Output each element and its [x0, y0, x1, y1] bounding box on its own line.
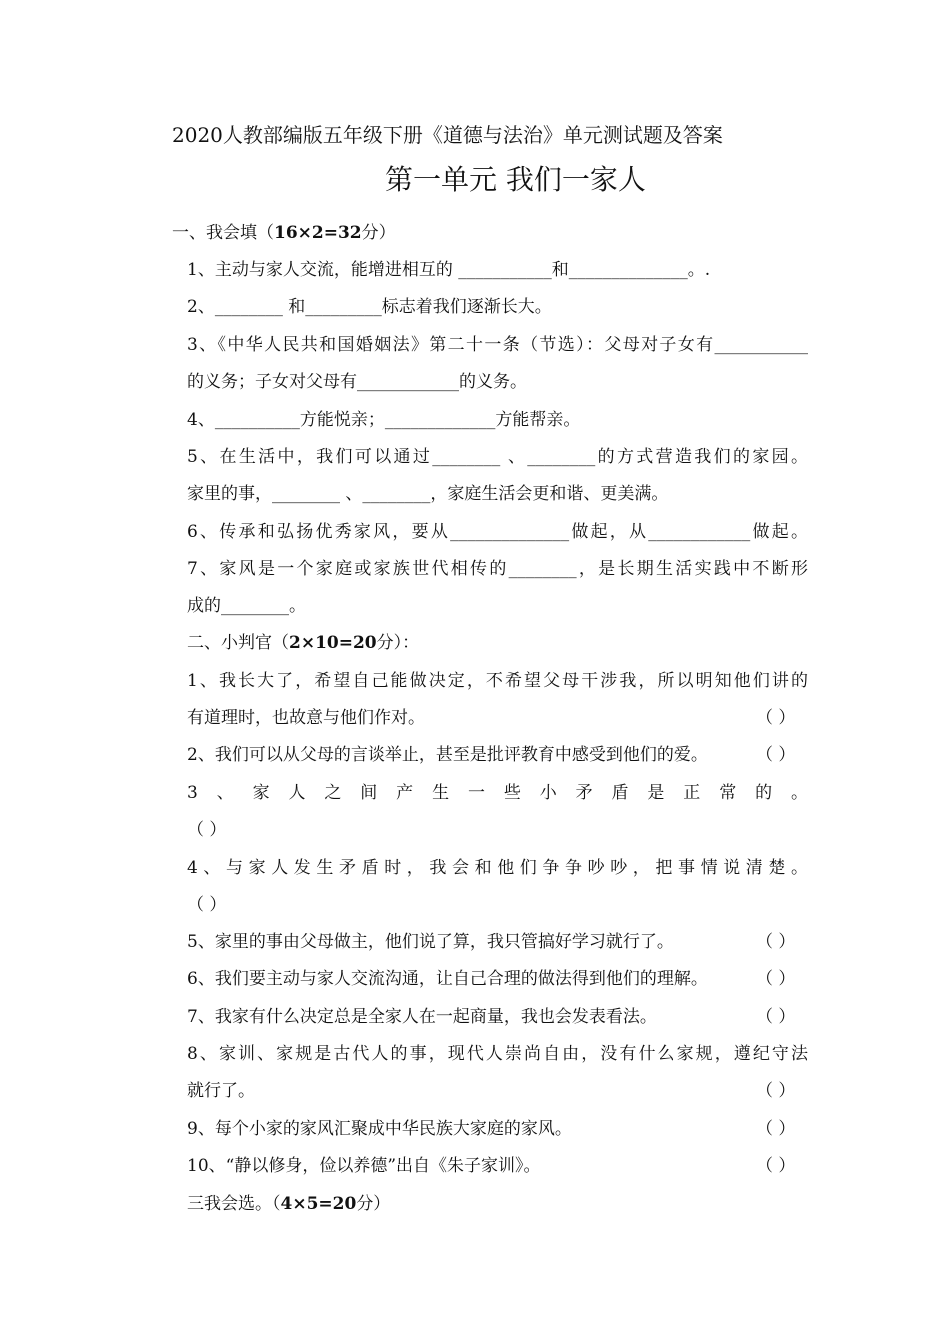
s1-q5-line1: 5、在生活中，我们可以通过________ 、________的方式营造我们的家园。 — [187, 447, 808, 467]
section2-heading — [187, 632, 419, 654]
s2-q4-answer[interactable]: （ ） — [187, 895, 227, 915]
section3-heading-pre: 三我会选。（ — [187, 1194, 281, 1214]
section2-heading-pre: 二、小判官（ — [187, 633, 289, 653]
s2-q3-answer[interactable]: （ ） — [187, 820, 227, 840]
section3-heading-score: 4×5=20 — [280, 1194, 357, 1214]
s1-q4: 4、__________方能悦亲；_____________方能帮亲。 — [187, 410, 581, 430]
s1-q3-line1: 3、《中华人民共和国婚姻法》第二十一条（节选）：父母对子女有___________ — [187, 335, 808, 355]
s2-q4: 4、与家人发生矛盾时，我会和他们争争吵吵，把事情说清楚。 — [187, 858, 808, 878]
section1-heading-pre: 一、我会填（ — [172, 223, 274, 243]
s2-q1-answer[interactable]: （ ） — [756, 708, 796, 728]
s1-q7-line1: 7、家风是一个家庭或家族世代相传的________，是长期生活实践中不断形 — [187, 559, 808, 579]
s2-q8-answer[interactable]: （ ） — [756, 1081, 796, 1101]
s2-q5: 5、家里的事由父母做主，他们说了算，我只管搞好学习就行了。 — [187, 932, 674, 952]
s2-q1-line1: 1、我长大了，希望自己能做决定，不希望父母干涉我，所以明知他们讲的 — [187, 671, 808, 691]
s2-q5-answer[interactable]: （ ） — [756, 932, 796, 952]
s2-q10: 10、“静以修身，俭以养德”出自《朱子家训》。 — [187, 1156, 541, 1176]
s1-q5-line2: 家里的事，________ 、________，家庭生活会更和谐、更美满。 — [187, 484, 669, 504]
section1-heading-post: 分） — [361, 223, 396, 243]
s2-q9: 9、每个小家的家风汇聚成中华民族大家庭的家风。 — [187, 1119, 572, 1139]
s1-q7-line2: 成的________。 — [187, 596, 306, 616]
s1-q2: 2、________ 和_________标志着我们逐渐长大。 — [187, 297, 552, 317]
s2-q7-answer[interactable]: （ ） — [756, 1007, 796, 1027]
s2-q10-answer[interactable]: （ ） — [756, 1156, 796, 1176]
s2-q2: 2、我们可以从父母的言谈举止，甚至是批评教育中感受到他们的爱。 — [187, 745, 708, 765]
s1-q6: 6、传承和弘扬优秀家风，要从______________做起，从____________做起。 — [187, 522, 808, 542]
s2-q8-line1: 8、家训、家规是古代人的事，现代人崇尚自由，没有什么家规，遵纪守法 — [187, 1044, 808, 1064]
section2-heading-post: 分）： — [376, 633, 420, 653]
s1-q3-line2: 的义务；子女对父母有____________的义务。 — [187, 372, 527, 392]
s2-q7: 7、我家有什么决定总是全家人在一起商量，我也会发表看法。 — [187, 1007, 657, 1027]
s2-q6-answer[interactable]: （ ） — [756, 969, 796, 989]
s2-q1-line2: 有道理时，也故意与他们作对。 — [187, 708, 425, 728]
s2-q3: 3、家人之间产生一些小矛盾是正常的。 — [187, 783, 808, 803]
s2-q8-line2: 就行了。 — [187, 1081, 255, 1101]
s2-q2-answer[interactable]: （ ） — [756, 745, 796, 765]
section1-heading — [172, 222, 396, 244]
document-title: 2020人教部编版五年级下册《道德与法治》单元测试题及答案 — [172, 123, 723, 147]
unit-title: 第一单元 我们一家人 — [385, 163, 646, 196]
section2-heading-score: 2×10=20 — [289, 633, 377, 653]
s2-q9-answer[interactable]: （ ） — [756, 1119, 796, 1139]
section1-heading-score: 16×2=32 — [274, 223, 362, 243]
s1-q1: 1、主动与家人交流，能增进相互的 ___________和______________。. — [187, 260, 711, 280]
section3-heading-post: 分） — [356, 1194, 391, 1214]
s2-q6: 6、我们要主动与家人交流沟通，让自己合理的做法得到他们的理解。 — [187, 969, 708, 989]
section3-heading — [187, 1193, 390, 1215]
